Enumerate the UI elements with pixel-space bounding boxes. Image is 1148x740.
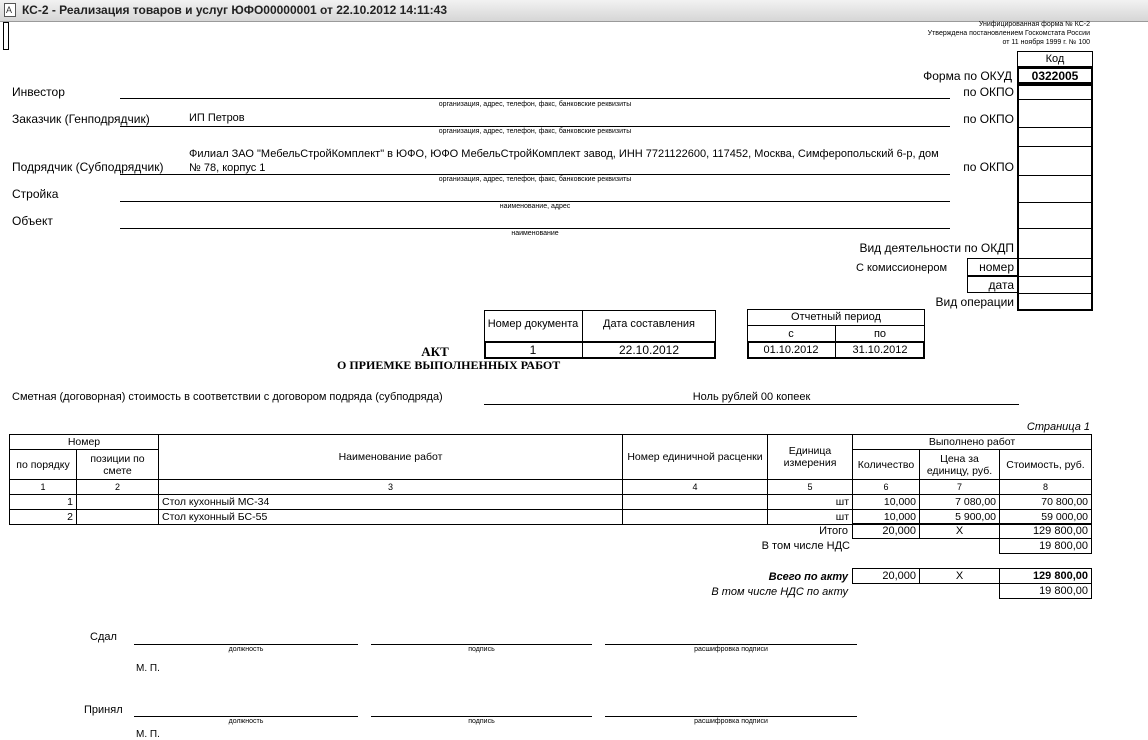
estimate-label: Сметная (договорная) стоимость в соответствии с договором подряда (субподряда) [12, 391, 443, 403]
col-num: 8 [1000, 480, 1092, 495]
total-price: X [919, 523, 1000, 539]
construction-label: Стройка [12, 187, 59, 201]
accepted-position-hint: должность [228, 718, 264, 725]
row-rate [623, 510, 768, 525]
investor-label: Инвестор [12, 85, 65, 99]
act-subtitle: О ПРИЕМКЕ ВЫПОЛНЕННЫХ РАБОТ [337, 358, 561, 372]
form-line-3: от 11 ноября 1999 г. № 100 [1002, 39, 1090, 46]
col-num: 3 [159, 480, 623, 495]
header-price: Цена за единицу, руб. [920, 450, 1000, 480]
doc-number-label: Номер документа [487, 318, 579, 330]
accepted-decode-hint: расшифровка подписи [694, 718, 768, 725]
stamp-label: М. П. [136, 663, 160, 674]
okud-code: 0322005 [1017, 67, 1093, 84]
header-number: Номер [10, 435, 159, 450]
construction-hint: наименование, адрес [499, 203, 571, 210]
code-header: Код [1017, 51, 1093, 67]
form-line-1: Унифицированная форма № КС-2 [978, 21, 1090, 28]
vat-label: В том числе НДС [761, 540, 850, 552]
contractor-line-2: № 78, корпус 1 [189, 162, 266, 174]
col-num: 4 [623, 480, 768, 495]
stamp-label-2: М. П. [136, 729, 160, 740]
header-qty: Количество [853, 450, 920, 480]
page-number: Страница 1 [1026, 421, 1090, 433]
grand-vat-value: 19 800,00 [999, 583, 1092, 599]
row-cost: 70 800,00 [1000, 495, 1092, 510]
handed-decode-hint: расшифровка подписи [694, 646, 768, 653]
doc-date: 22.10.2012 [618, 343, 680, 357]
okdp-label: Вид деятельности по ОКДП [859, 241, 1014, 255]
document-icon [4, 3, 17, 17]
okud-label: Форма по ОКУД [923, 69, 1012, 83]
table-row [10, 495, 1092, 510]
col-num: 5 [768, 480, 853, 495]
row-number: 1 [10, 495, 77, 510]
grand-vat-label: В том числе НДС по акту [711, 586, 848, 598]
handed-signature-hint: подпись [468, 646, 495, 653]
accepted-label: Принял [84, 704, 123, 716]
svg-text:A: A [6, 5, 13, 15]
form-line-2: Утверждена постановлением Госкомстата России [927, 30, 1090, 37]
act-title: АКТ [421, 344, 449, 359]
grand-price: X [919, 568, 1000, 584]
window-titlebar [0, 0, 1148, 22]
customer-value: ИП Петров [189, 112, 245, 124]
commission-number-label: номер [979, 260, 1014, 274]
row-unit: шт [768, 495, 853, 510]
col-num: 2 [77, 480, 159, 495]
col-num: 6 [853, 480, 920, 495]
contractor-line-1: Филиал ЗАО "МебельСтройКомплект" в ЮФО, ЮФО МебельСтройКомплект завод, ИНН 7721122600, 117452, Москва, Симферопольский 6-р, дом [189, 148, 939, 160]
works-table [9, 434, 1092, 525]
row-qty: 10,000 [853, 510, 920, 525]
row-number: 2 [10, 510, 77, 525]
period-to: 31.10.2012 [852, 344, 908, 356]
period-to-label: по [873, 328, 887, 340]
operation-label: Вид операции [935, 295, 1014, 309]
row-position [77, 510, 159, 525]
header-order: по порядку [10, 450, 77, 480]
accepted-signature-hint: подпись [468, 718, 495, 725]
row-qty: 10,000 [853, 495, 920, 510]
okpo-label-customer: по ОКПО [963, 112, 1014, 126]
okpo-label-contractor: по ОКПО [963, 160, 1014, 174]
col-num: 7 [920, 480, 1000, 495]
period-from-label: с [788, 328, 794, 340]
period-label: Отчетный период [791, 311, 881, 323]
commission-label: С комиссионером [856, 262, 948, 274]
object-hint: наименование [511, 230, 559, 237]
col-num: 1 [10, 480, 77, 495]
doc-date-label: Дата составления [603, 318, 695, 330]
handed-label: Сдал [90, 631, 117, 643]
contractor-label: Подрядчик (Субподрядчик) [12, 160, 164, 174]
contractor-hint: организация, адрес, телефон, факс, банковские реквизиты [438, 176, 632, 183]
row-position [77, 495, 159, 510]
row-price: 7 080,00 [920, 495, 1000, 510]
header-position: позиции по смете [77, 450, 159, 480]
commission-date-label: дата [988, 278, 1014, 292]
investor-hint: организация, адрес, телефон, факс, банковские реквизиты [438, 101, 632, 108]
row-work-name: Стол кухонный БС-55 [159, 510, 623, 525]
handed-position-hint: должность [228, 646, 264, 653]
row-price: 5 900,00 [920, 510, 1000, 525]
doc-number: 1 [529, 343, 537, 357]
row-cost: 59 000,00 [1000, 510, 1092, 525]
estimate-value: Ноль рублей 00 копеек [692, 391, 811, 403]
customer-hint: организация, адрес, телефон, факс, банковские реквизиты [438, 128, 632, 135]
form-header [840, 20, 1090, 47]
text-cursor [3, 22, 9, 50]
total-qty: 20,000 [852, 523, 920, 539]
vat-value: 19 800,00 [999, 538, 1092, 554]
grand-cost: 129 800,00 [999, 568, 1092, 584]
row-work-name: Стол кухонный МС-34 [159, 495, 623, 510]
header-cost: Стоимость, руб. [1000, 450, 1092, 480]
contractor-value [189, 147, 949, 175]
grand-qty: 20,000 [852, 568, 920, 584]
customer-label: Заказчик (Генподрядчик) [12, 112, 150, 126]
grand-total-label: Всего по акту [768, 571, 848, 583]
header-unit: Единица измерения [768, 435, 853, 480]
header-work-name: Наименование работ [159, 435, 623, 480]
header-done: Выполнено работ [853, 435, 1092, 450]
object-label: Объект [12, 214, 53, 228]
total-cost: 129 800,00 [999, 523, 1092, 539]
row-rate [623, 495, 768, 510]
period-from: 01.10.2012 [763, 344, 819, 356]
window-title: КС-2 - Реализация товаров и услуг ЮФО00000001 от 22.10.2012 14:11:43 [22, 3, 448, 17]
header-unit-rate: Номер единичной расценки [623, 435, 768, 480]
row-unit: шт [768, 510, 853, 525]
okpo-label-investor: по ОКПО [963, 85, 1014, 99]
total-label: Итого [819, 525, 848, 537]
